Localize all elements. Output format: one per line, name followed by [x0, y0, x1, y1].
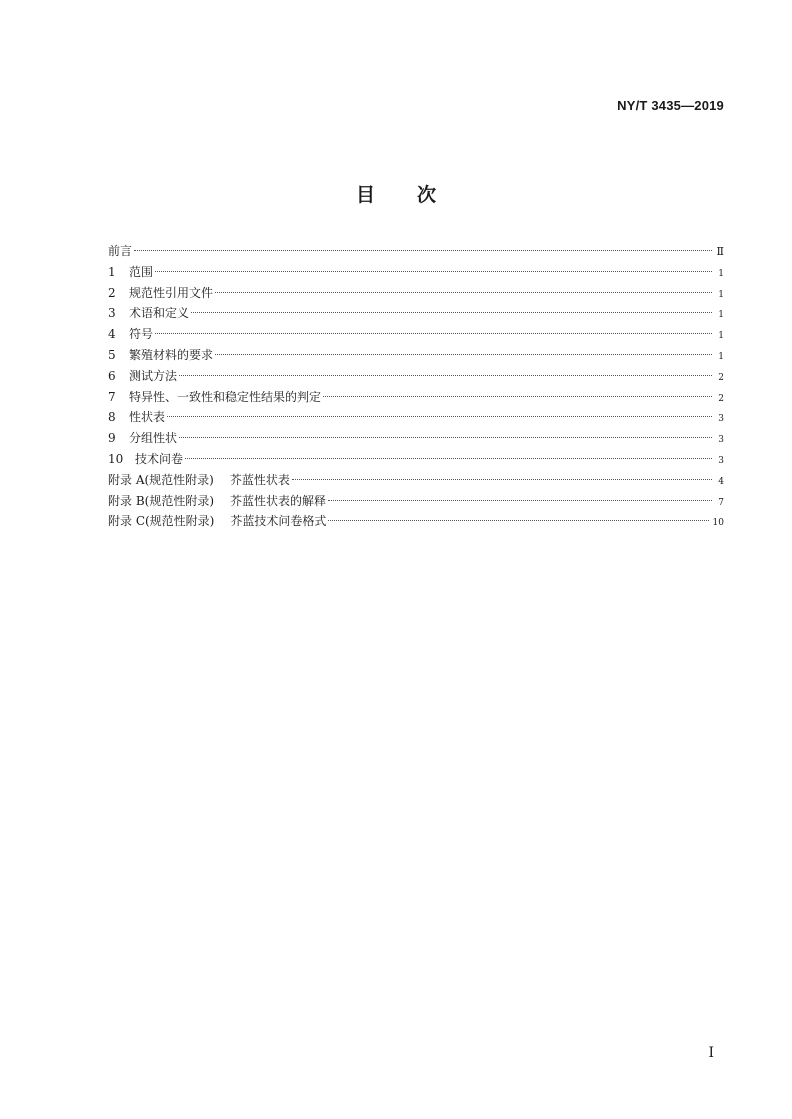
toc-entry-page: Ⅱ: [716, 245, 724, 258]
toc-dot-leader: [179, 375, 712, 376]
toc-title: [0, 180, 792, 207]
toc-entry-label: 性状表: [129, 410, 166, 425]
toc-dot-leader: [191, 312, 712, 313]
toc-entry-page: 2: [718, 393, 724, 404]
toc-dot-leader: [328, 520, 708, 521]
toc-title-char-2: 次: [417, 184, 437, 206]
toc-entry-page: 7: [718, 497, 724, 508]
toc-dot-leader: [155, 271, 712, 272]
toc-entry-annex-a[interactable]: [108, 470, 724, 491]
toc-dot-leader: [215, 292, 712, 293]
toc-entry-scope[interactable]: [108, 262, 724, 283]
toc-entry-page: 1: [718, 331, 724, 342]
toc-dot-leader: [155, 333, 712, 334]
toc-entry-label: 附录 B(规范性附录): [108, 493, 214, 508]
toc-entry-label: 符号: [129, 327, 154, 342]
toc-entry-subtitle: 芥蓝性状表: [229, 472, 290, 487]
toc-entry-label: 技术问卷: [135, 451, 184, 466]
page-number: I: [708, 1045, 714, 1061]
toc-dot-leader: [323, 396, 712, 397]
toc-entry-number: 6: [108, 368, 116, 383]
toc-entry-number: 7: [108, 389, 116, 404]
toc-dot-leader: [215, 354, 712, 355]
toc-entry-table-of-characteristics[interactable]: [108, 407, 724, 428]
toc-entry-label: 繁殖材料的要求: [129, 347, 214, 362]
toc-entry-page: 3: [718, 455, 724, 466]
toc-entry-annex-b[interactable]: [108, 491, 724, 512]
toc-entry-label: 测试方法: [129, 368, 178, 383]
toc-entry-page: 4: [718, 476, 724, 487]
toc-entry-label: 分组性状: [129, 431, 178, 446]
toc-entry-number: 8: [108, 410, 116, 425]
standard-number: NY/T 3435—2019: [617, 98, 724, 113]
toc-entry-label: 范围: [129, 264, 154, 279]
toc-entry-terms-definitions[interactable]: [108, 303, 724, 324]
toc-entry-number: 5: [108, 347, 116, 362]
toc-entry-page: 3: [718, 435, 724, 446]
toc-entry-page: 1: [718, 289, 724, 300]
toc-entry-number: 10: [108, 451, 124, 466]
toc-entry-subtitle: 芥蓝性状表的解释: [230, 493, 327, 508]
toc-dot-leader: [328, 500, 712, 501]
toc-entry-annex-c[interactable]: [108, 511, 724, 532]
toc-entry-label: 规范性引用文件: [129, 285, 214, 300]
toc-entry-dus-assessment[interactable]: [108, 387, 724, 408]
toc-entry-label: 前言: [108, 244, 133, 258]
toc-entry-page: 1: [718, 310, 724, 321]
toc-entry-technical-questionnaire[interactable]: [108, 449, 724, 470]
toc-entry-label: 特异性、一致性和稳定性结果的判定: [129, 389, 322, 404]
toc-entry-number: 9: [108, 431, 116, 446]
toc-entry-normative-references[interactable]: [108, 283, 724, 304]
toc-entry-number: 2: [108, 285, 116, 300]
toc-entry-number: 4: [108, 327, 116, 342]
toc-dot-leader: [134, 250, 712, 251]
toc-entry-label: 附录 A(规范性附录): [108, 472, 214, 487]
toc-dot-leader: [179, 437, 712, 438]
toc-dot-leader: [292, 479, 712, 480]
toc-entry-number: 3: [108, 306, 116, 321]
table-of-contents: [108, 241, 724, 532]
toc-title-char-1: 目: [355, 184, 375, 206]
toc-entry-symbols[interactable]: [108, 324, 724, 345]
toc-entry-page: 1: [718, 268, 724, 279]
toc-entry-foreword[interactable]: [108, 241, 724, 262]
toc-entry-label: 附录 C(规范性附录): [108, 514, 215, 529]
toc-entry-subtitle: 芥蓝技术问卷格式: [230, 514, 327, 529]
toc-dot-leader: [167, 416, 712, 417]
toc-entry-page: 1: [718, 351, 724, 362]
toc-entry-number: 1: [108, 264, 116, 279]
toc-entry-propagating-material[interactable]: [108, 345, 724, 366]
toc-entry-label: 术语和定义: [129, 306, 190, 321]
toc-entry-test-methods[interactable]: [108, 366, 724, 387]
toc-entry-page: 3: [718, 414, 724, 425]
toc-dot-leader: [185, 458, 712, 459]
toc-entry-grouping-characteristics[interactable]: [108, 428, 724, 449]
toc-entry-page: 10: [712, 518, 724, 529]
toc-entry-page: 2: [718, 372, 724, 383]
